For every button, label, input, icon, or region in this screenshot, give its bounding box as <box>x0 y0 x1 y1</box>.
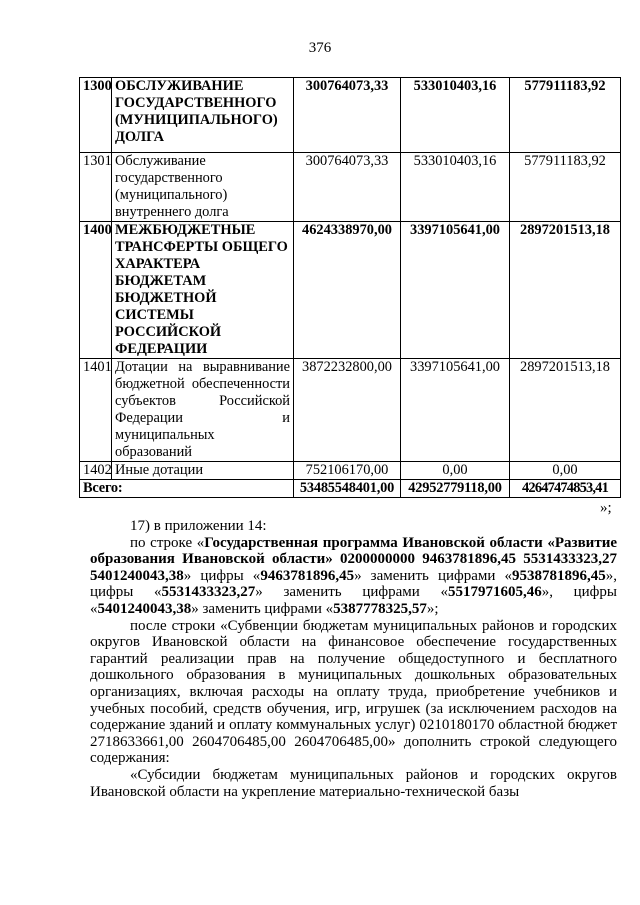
bold-fragment: 5517971605,46 <box>447 584 542 601</box>
row-code: 1301 <box>80 153 112 222</box>
row-name: ОБСЛУЖИВАНИЕ ГОСУДАРСТВЕННОГО (МУНИЦИПАЛЬНОГО) ДОЛГА <box>112 78 294 153</box>
table-row <box>80 359 621 462</box>
row-value-3: 2897201513,18 <box>510 359 621 462</box>
row-code: 1300 <box>80 78 112 153</box>
row-value-1: 3872232800,00 <box>294 359 401 462</box>
row-value-2: 3397105641,00 <box>401 222 510 359</box>
text-fragment: » заменить цифрами « <box>255 584 448 601</box>
closing-quote: »; <box>600 500 612 516</box>
total-value-2: 42952779118,00 <box>401 480 510 498</box>
paragraph-replacement <box>90 535 617 618</box>
text-fragment: »; <box>426 600 439 617</box>
row-value-3: 0,00 <box>510 462 621 480</box>
row-value-2: 3397105641,00 <box>401 359 510 462</box>
row-value-2: 533010403,16 <box>401 78 510 153</box>
text-fragment: » заменить цифрами « <box>354 567 512 584</box>
table-row <box>80 462 621 480</box>
bold-fragment: 5531433323,27 <box>161 584 256 601</box>
row-value-2: 533010403,16 <box>401 153 510 222</box>
paragraph-item-17: 17) в приложении 14: <box>130 518 267 534</box>
text-fragment: по строке « <box>130 534 205 551</box>
text-fragment: » цифры « <box>183 567 261 584</box>
row-value-1: 300764073,33 <box>294 153 401 222</box>
budget-table <box>79 77 621 498</box>
bold-fragment: Государственная программа Ивановской области «Развитие образования Ивановской области» 0200000000 9463781896,45 5531433323,27 5401240043,38 <box>90 534 617 584</box>
total-value-1: 53485548401,00 <box>294 480 401 498</box>
row-value-3: 577911183,92 <box>510 153 621 222</box>
row-value-2: 0,00 <box>401 462 510 480</box>
row-code: 1401 <box>80 359 112 462</box>
text-fragment: », цифры « <box>90 567 617 601</box>
row-value-3: 577911183,92 <box>510 78 621 153</box>
total-label: Всего: <box>80 480 294 498</box>
row-name: Дотации на выравнивание бюджетной обеспеченности субъектов Российской Федерации и муниципальных образований <box>112 359 294 462</box>
table-row <box>80 153 621 222</box>
row-value-1: 752106170,00 <box>294 462 401 480</box>
bold-fragment: 9538781896,45 <box>512 567 606 584</box>
table-row <box>80 222 621 359</box>
body-text <box>90 518 617 800</box>
row-value-3: 2897201513,18 <box>510 222 621 359</box>
total-value-3: 42647474853,41 <box>510 480 621 498</box>
row-code: 1400 <box>80 222 112 359</box>
row-value-1: 4624338970,00 <box>294 222 401 359</box>
bold-fragment: 5401240043,38 <box>97 600 192 617</box>
row-name: МЕЖБЮДЖЕТНЫЕ ТРАНСФЕРТЫ ОБЩЕГО ХАРАКТЕРА БЮДЖЕТАМ БЮДЖЕТНОЙ СИСТЕМЫ РОССИЙСКОЙ ФЕДЕРАЦИИ <box>112 222 294 359</box>
table-total-row <box>80 480 621 498</box>
text-fragment: » заменить цифрами « <box>191 600 334 617</box>
bold-fragment: 5387778325,57 <box>333 600 427 617</box>
row-code: 1402 <box>80 462 112 480</box>
row-value-1: 300764073,33 <box>294 78 401 153</box>
bold-fragment: 9463781896,45 <box>260 567 355 584</box>
text-fragment: », цифры « <box>90 584 617 617</box>
row-name: Иные дотации <box>112 462 294 480</box>
paragraph-insert: после строки «Субвенции бюджетам муниципальных районов и городских округов Ивановской области на финансовое обеспечение государственных гарантий реализации прав на получение общедоступного и бесплатного дошкольного образования в муниципальных дошкольных образовательных организациях, включая расходы на оплату труда, приобретение учебников и учебных пособий, средств обучения, игр, игрушек (за исключением расходов на содержание зданий и оплату коммунальных услуг) 0210180170 областной бюджет 2718633661,00 2604706485,00 2604706485,00» дополнить строкой следующего содержания: <box>90 617 617 767</box>
paragraph-new-line: «Субсидии бюджетам муниципальных районов и городских округов Ивановской области на укрепление материально-технической базы <box>90 766 617 800</box>
page-number: 376 <box>308 40 332 56</box>
table-row <box>80 78 621 153</box>
row-name: Обслуживание государственного (муниципального) внутреннего долга <box>112 153 294 222</box>
